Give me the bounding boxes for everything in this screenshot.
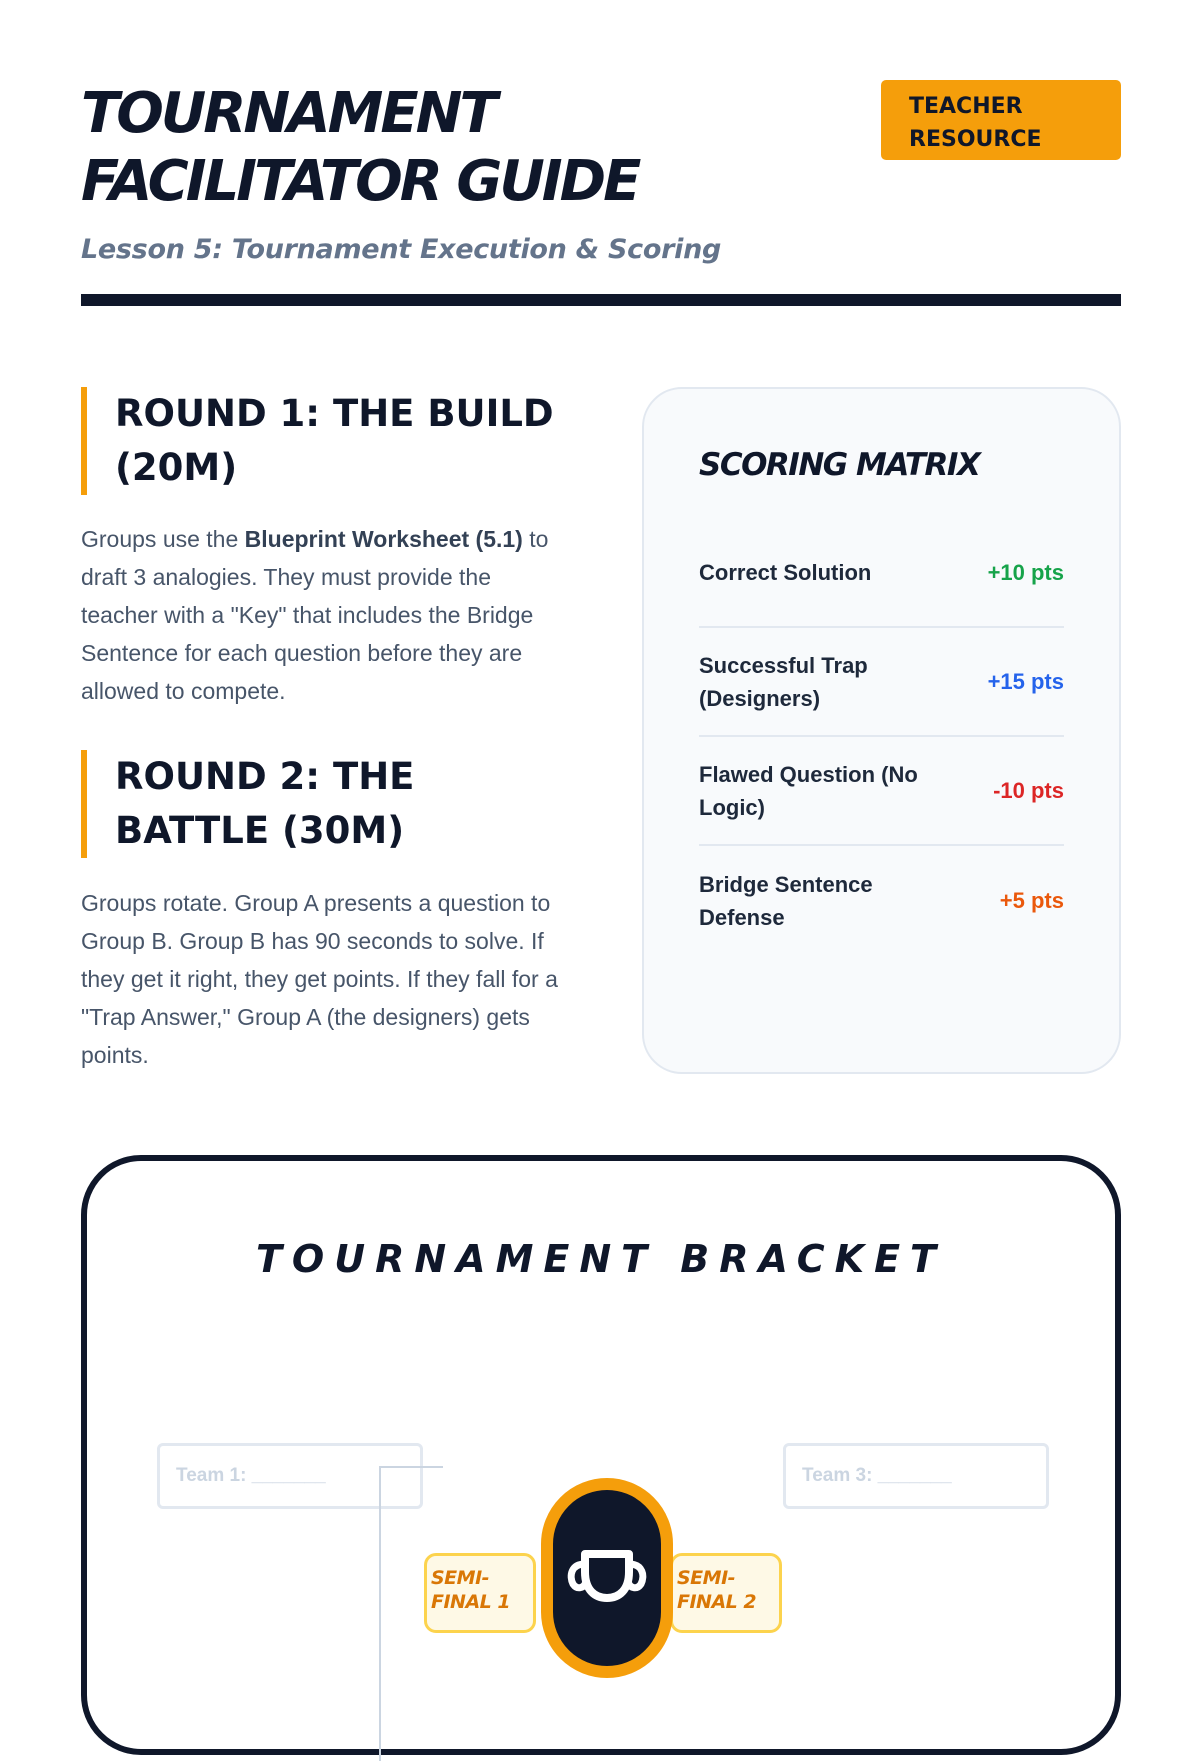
round-1-body bbox=[81, 520, 571, 710]
teacher-resource-badge bbox=[881, 80, 1121, 160]
bracket-connector bbox=[379, 1466, 443, 1468]
team-3-slot[interactable]: Team 3: _______ bbox=[783, 1443, 1049, 1509]
page-subtitle: Lesson 5: Tournament Execution & Scoring bbox=[81, 234, 722, 265]
round-1-heading: ROUND 1: THE BUILD (20M) bbox=[81, 387, 561, 495]
bracket-title: TOURNAMENT BRACKET bbox=[256, 1237, 946, 1281]
scoring-row-label: Bridge Sentence Defense bbox=[699, 871, 873, 930]
round-2-heading: ROUND 2: THE BATTLE (30M) bbox=[81, 750, 561, 858]
scoring-row-points: +5 pts bbox=[999, 887, 1064, 913]
scoring-row-points: -10 pts bbox=[993, 777, 1064, 803]
title-line-2: FACILITATOR GUIDE bbox=[81, 149, 639, 214]
round-2-body: Groups rotate. Group A presents a question to Group B. Group B has 90 seconds to solve. If they get it right, they get points. If they fall for a "Trap Answer," Group A (the designers) gets points. bbox=[81, 890, 558, 1068]
trophy-icon bbox=[553, 1532, 661, 1640]
round-1-body-bold: Blueprint Worksheet (5.1) bbox=[244, 526, 523, 552]
scoring-row-label: Correct Solution bbox=[699, 560, 872, 585]
page-header bbox=[81, 80, 1121, 265]
scoring-row bbox=[699, 846, 1064, 955]
scoring-row-label: Flawed Question (No Logic) bbox=[699, 761, 918, 820]
trophy-badge bbox=[541, 1478, 673, 1678]
scoring-row-points: +10 pts bbox=[987, 559, 1064, 585]
scoring-matrix-card bbox=[642, 387, 1121, 1074]
scoring-row bbox=[699, 519, 1064, 628]
header-divider bbox=[81, 294, 1121, 306]
page-title bbox=[81, 80, 861, 216]
scoring-row bbox=[699, 628, 1064, 737]
bracket-connector bbox=[379, 1466, 381, 1761]
round-1-body-post: to draft 3 analogies. They must provide the teacher with a "Key" that includes the Bridge Sentence for each question before they are allowed to compete. bbox=[81, 526, 549, 704]
semi-final-2-slot[interactable]: SEMI-FINAL 2 bbox=[670, 1553, 782, 1633]
scoring-matrix-title: SCORING MATRIX bbox=[699, 447, 980, 483]
scoring-row-points: +15 pts bbox=[987, 668, 1064, 694]
scoring-row bbox=[699, 737, 1064, 846]
badge-line-1: TEACHER bbox=[909, 94, 1023, 119]
scoring-row-label: Successful Trap (Designers) bbox=[699, 652, 868, 711]
title-line-1: TOURNAMENT bbox=[81, 81, 495, 146]
team-1-slot[interactable]: Team 1: _______ bbox=[157, 1443, 423, 1509]
round-1-body-pre: Groups use the bbox=[81, 526, 245, 552]
tournament-bracket-card bbox=[81, 1155, 1121, 1755]
badge-line-2: RESOURCE bbox=[909, 127, 1042, 152]
semi-final-1-slot[interactable]: SEMI-FINAL 1 bbox=[424, 1553, 536, 1633]
